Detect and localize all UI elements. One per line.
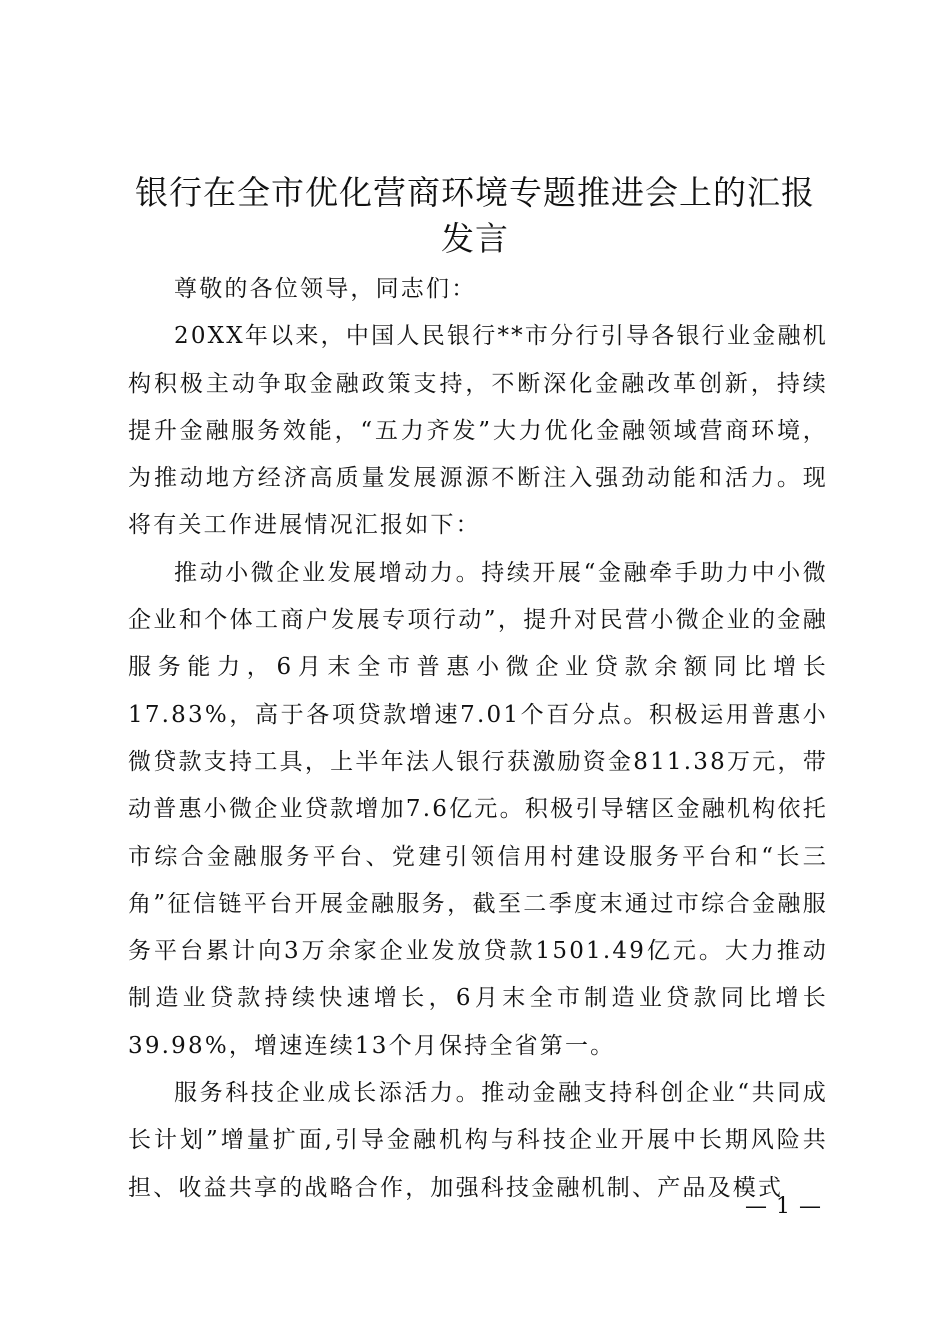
page-number: — 1 — xyxy=(745,1194,822,1219)
salutation: 尊敬的各位领导，同志们： xyxy=(174,276,477,302)
document-title: 银行在全市优化营商环境专题推进会上的汇报发言 xyxy=(135,173,815,258)
paragraph-small-micro-enterprises: 推动小微企业发展增动力。持续开展“金融牵手助力中小微企业和个体工商户发展专项行动”，提升对民营小微企业的金融服务能力，6月末全市普惠小微企业贷款余额同比增长17.83%，高于各项贷款增速7.01个百分点。积极运用普惠小微贷款支持工具，上半年法人银行获激励资金811.38万元，带动普惠小微企业贷款增加7.6亿元。积极引导辖区金融机构依托市综合金融服务平台、党建引领信用村建设服务平台和“长三角”征信链平台开展金融服务，截至二季度末通过市综合金融服务平台累计向3万余家企业发放贷款1501.49亿元。大力推动制造业贷款持续快速增长，6月末全市制造业贷款同比增长39.98%，增速连续13个月保持全省第一。 xyxy=(128,559,828,1059)
paragraph-tech-enterprises: 服务科技企业成长添活力。推动金融支持科创企业“共同成长计划”增量扩面,引导金融机构与科技企业开展中长期风险共担、收益共享的战略合作，加强科技金融机制、产品及模式 xyxy=(128,1080,828,1201)
paragraph-intro: 20XX年以来，中国人民银行**市分行引导各银行业金融机构积极主动争取金融政策支持，不断深化金融改革创新，持续提升金融服务效能，“五力齐发”大力优化金融领域营商环境，为推动地方经济高质量发展源源不断注入强劲动能和活力。现将有关工作进展情况汇报如下： xyxy=(128,323,828,539)
document-body xyxy=(128,266,828,1212)
